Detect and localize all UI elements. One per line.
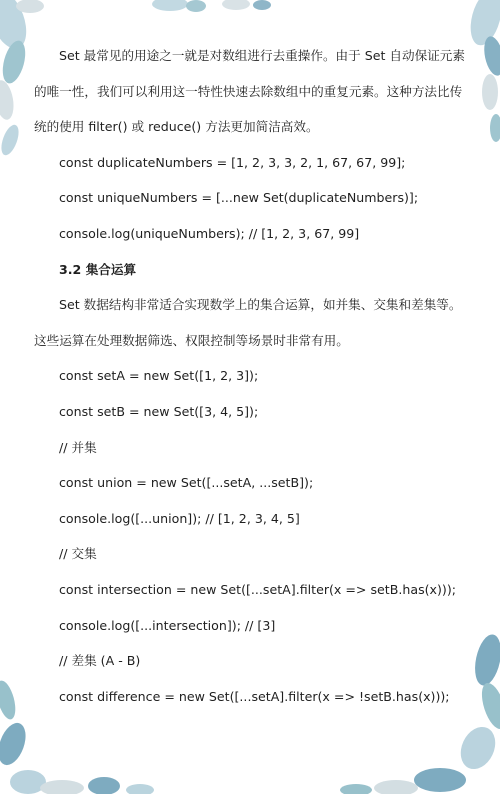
section-heading: 3.2 集合运算 — [59, 261, 137, 277]
code-line: const uniqueNumbers = [...new Set(duplicateNumbers)]; — [59, 190, 419, 206]
code-line: // 并集 — [59, 439, 97, 455]
code-line: console.log([...intersection]); // [3] — [59, 617, 276, 633]
text-line: Set 最常见的用途之一就是对数组进行去重操作。由于 Set 自动保证元素 — [59, 48, 465, 63]
code-line: const setA = new Set([1, 2, 3]); — [59, 368, 259, 384]
text-line: 这些运算在处理数据筛选、权限控制等场景时非常有用。 — [34, 332, 349, 348]
code-line: const intersection = new Set([...setA].filter(x => setB.has(x))); — [59, 581, 456, 597]
code-line: // 差集 (A - B) — [59, 653, 141, 669]
code-line: console.log([...union]); // [1, 2, 3, 4, 5] — [59, 510, 300, 526]
document-lines — [34, 38, 468, 714]
text-line: 的唯一性，我们可以利用这一特性快速去除数组中的重复元素。这种方法比传 — [34, 83, 463, 99]
code-line: const union = new Set([...setA, ...setB]); — [59, 475, 314, 491]
text-line: 统的使用 filter() 或 reduce() 方法更加简洁高效。 — [34, 119, 319, 135]
leaf-decoration-top — [152, 0, 271, 12]
code-line: // 交集 — [59, 546, 97, 562]
code-line: const duplicateNumbers = [1, 2, 3, 3, 2, 1, 67, 67, 99]; — [59, 154, 406, 170]
leaf-decoration-top-right — [465, 0, 500, 142]
code-line: const setB = new Set([3, 4, 5]); — [59, 403, 259, 419]
text-line: Set 数据结构非常适合实现数学上的集合运算，如并集、交集和差集等。 — [59, 297, 462, 313]
code-line: console.log(uniqueNumbers); // [1, 2, 3, 67, 99] — [59, 225, 360, 241]
code-line: const difference = new Set([...setA].filter(x => !setB.has(x))); — [59, 688, 450, 704]
document-body — [34, 38, 468, 714]
